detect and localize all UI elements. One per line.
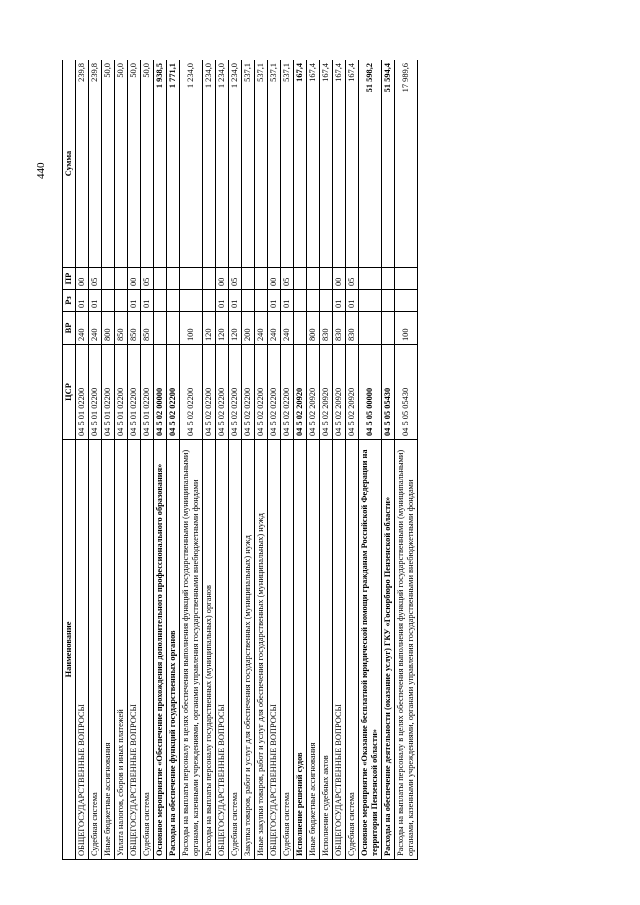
cell-sum: 50,0 <box>141 60 154 268</box>
cell-rz <box>307 290 320 312</box>
header-sum: Сумма <box>63 60 76 268</box>
cell-sum: 51 594,4 <box>382 60 395 268</box>
cell-name: Судебная система <box>141 440 154 860</box>
cell-rz <box>115 290 128 312</box>
cell-pr: 00 <box>76 268 89 290</box>
table-row <box>154 60 167 860</box>
cell-rz <box>203 290 216 312</box>
header-row <box>63 60 76 860</box>
table-row <box>102 60 115 860</box>
table-row <box>294 60 307 860</box>
cell-sum: 1 771,1 <box>167 60 180 268</box>
table-body <box>76 60 418 860</box>
cell-rz: 01 <box>76 290 89 312</box>
cell-rz: 01 <box>141 290 154 312</box>
cell-csr: 04 5 02 00000 <box>154 345 167 440</box>
cell-name: Расходы на обеспечение функций государственных органов <box>167 440 180 860</box>
cell-name: Основное мероприятие «Оказание бесплатной юридической помощи гражданам Российской Федерации на территории Пензенской области» <box>359 440 382 860</box>
cell-csr: 04 5 01 02200 <box>102 345 115 440</box>
cell-vr: 850 <box>115 312 128 345</box>
cell-pr <box>294 268 307 290</box>
cell-pr <box>395 268 418 290</box>
cell-vr: 830 <box>333 312 346 345</box>
cell-csr: 04 5 02 02200 <box>255 345 268 440</box>
cell-rz <box>294 290 307 312</box>
cell-vr: 240 <box>89 312 102 345</box>
cell-pr: 00 <box>268 268 281 290</box>
cell-vr <box>154 312 167 345</box>
cell-name: Иные закупки товаров, работ и услуг для обеспечения государственных (муниципальных) нужд <box>255 440 268 860</box>
cell-vr: 830 <box>320 312 333 345</box>
cell-pr <box>203 268 216 290</box>
cell-sum: 167,4 <box>346 60 359 268</box>
cell-sum: 537,1 <box>281 60 294 268</box>
table-row <box>76 60 89 860</box>
table-row <box>268 60 281 860</box>
table-row <box>128 60 141 860</box>
cell-name: Исполнение судебных актов <box>320 440 333 860</box>
cell-csr: 04 5 01 02200 <box>115 345 128 440</box>
cell-name: ОБЩЕГОСУДАРСТВЕННЫЕ ВОПРОСЫ <box>268 440 281 860</box>
cell-vr: 850 <box>128 312 141 345</box>
cell-rz <box>382 290 395 312</box>
cell-sum: 537,1 <box>268 60 281 268</box>
cell-name: ОБЩЕГОСУДАРСТВЕННЫЕ ВОПРОСЫ <box>216 440 229 860</box>
cell-csr: 04 5 02 02200 <box>216 345 229 440</box>
cell-sum: 1 234,0 <box>203 60 216 268</box>
cell-pr <box>154 268 167 290</box>
cell-csr: 04 5 01 02200 <box>141 345 154 440</box>
cell-csr: 04 5 02 20920 <box>294 345 307 440</box>
cell-csr: 04 5 02 20920 <box>333 345 346 440</box>
cell-pr <box>102 268 115 290</box>
cell-name: Основное мероприятие «Обеспечение прохождения дополнительного профессионального образования» <box>154 440 167 860</box>
cell-pr <box>115 268 128 290</box>
cell-sum: 51 598,2 <box>359 60 382 268</box>
cell-sum: 17 989,6 <box>395 60 418 268</box>
table-row <box>346 60 359 860</box>
cell-vr: 800 <box>102 312 115 345</box>
cell-rz: 01 <box>229 290 242 312</box>
cell-vr: 240 <box>281 312 294 345</box>
table-row <box>115 60 128 860</box>
cell-csr: 04 5 05 00000 <box>359 345 382 440</box>
cell-csr: 04 5 02 20920 <box>346 345 359 440</box>
cell-pr <box>382 268 395 290</box>
cell-rz <box>167 290 180 312</box>
cell-csr: 04 5 02 02200 <box>203 345 216 440</box>
cell-pr <box>180 268 203 290</box>
cell-name: Судебная система <box>281 440 294 860</box>
table-row <box>320 60 333 860</box>
cell-name: Расходы на выплаты персоналу в целях обеспечения выполнения функций государственными (муниципальными) органами, казенными учреждениями, органами управления государственными внебюджетными фондами <box>180 440 203 860</box>
cell-rz <box>320 290 333 312</box>
rotated-page-area <box>62 60 592 860</box>
cell-sum: 167,4 <box>320 60 333 268</box>
cell-rz: 01 <box>89 290 102 312</box>
cell-sum: 1 938,5 <box>154 60 167 268</box>
header-pr: ПР <box>63 268 76 290</box>
cell-csr: 04 5 02 02200 <box>242 345 255 440</box>
header-rz: Рз <box>63 290 76 312</box>
cell-name: ОБЩЕГОСУДАРСТВЕННЫЕ ВОПРОСЫ <box>333 440 346 860</box>
cell-rz: 01 <box>281 290 294 312</box>
cell-csr: 04 5 05 05430 <box>382 345 395 440</box>
table-row <box>242 60 255 860</box>
table-row <box>333 60 346 860</box>
cell-name: Судебная система <box>346 440 359 860</box>
cell-name: Закупка товаров, работ и услуг для обеспечения государственных (муниципальных) нужд <box>242 440 255 860</box>
cell-vr: 120 <box>216 312 229 345</box>
cell-csr: 04 5 01 02200 <box>128 345 141 440</box>
cell-rz: 01 <box>216 290 229 312</box>
cell-name: ОБЩЕГОСУДАРСТВЕННЫЕ ВОПРОСЫ <box>76 440 89 860</box>
cell-vr: 850 <box>141 312 154 345</box>
header-name: Наименование <box>63 440 76 860</box>
table-row <box>180 60 203 860</box>
table-row <box>307 60 320 860</box>
cell-sum: 239,8 <box>89 60 102 268</box>
cell-rz: 01 <box>128 290 141 312</box>
table-row <box>141 60 154 860</box>
cell-name: Судебная система <box>229 440 242 860</box>
cell-rz <box>395 290 418 312</box>
cell-csr: 04 5 02 20920 <box>320 345 333 440</box>
cell-name: Судебная система <box>89 440 102 860</box>
cell-name: Иные бюджетные ассигнования <box>307 440 320 860</box>
table-row <box>203 60 216 860</box>
cell-pr <box>167 268 180 290</box>
cell-sum: 50,0 <box>115 60 128 268</box>
cell-csr: 04 5 01 02200 <box>76 345 89 440</box>
cell-vr: 830 <box>346 312 359 345</box>
header-vr: ВР <box>63 312 76 345</box>
cell-pr <box>307 268 320 290</box>
cell-csr: 04 5 05 05430 <box>395 345 418 440</box>
cell-rz <box>255 290 268 312</box>
cell-rz <box>180 290 203 312</box>
cell-sum: 1 234,0 <box>180 60 203 268</box>
cell-pr <box>255 268 268 290</box>
table-row <box>281 60 294 860</box>
cell-vr: 240 <box>76 312 89 345</box>
cell-sum: 537,1 <box>242 60 255 268</box>
table-row <box>255 60 268 860</box>
table-row <box>167 60 180 860</box>
cell-csr: 04 5 02 02200 <box>268 345 281 440</box>
cell-vr: 120 <box>203 312 216 345</box>
cell-csr: 04 5 02 02200 <box>167 345 180 440</box>
cell-rz: 01 <box>346 290 359 312</box>
cell-sum: 1 234,0 <box>229 60 242 268</box>
cell-vr: 100 <box>395 312 418 345</box>
cell-vr <box>294 312 307 345</box>
rotated-table-container <box>62 60 592 860</box>
cell-pr <box>359 268 382 290</box>
cell-sum: 50,0 <box>102 60 115 268</box>
cell-sum: 1 234,0 <box>216 60 229 268</box>
table-row <box>382 60 395 860</box>
cell-rz <box>102 290 115 312</box>
cell-sum: 167,4 <box>333 60 346 268</box>
cell-vr <box>359 312 382 345</box>
cell-pr: 05 <box>89 268 102 290</box>
table-row <box>359 60 382 860</box>
cell-pr: 05 <box>281 268 294 290</box>
cell-csr: 04 5 02 20920 <box>307 345 320 440</box>
header-csr: ЦСР <box>63 345 76 440</box>
cell-pr <box>320 268 333 290</box>
cell-rz: 01 <box>268 290 281 312</box>
cell-rz <box>359 290 382 312</box>
cell-name: Расходы на обеспечение деятельности (оказание услуг) ГКУ «Госюрбюро Пензенской области» <box>382 440 395 860</box>
cell-sum: 239,8 <box>76 60 89 268</box>
cell-csr: 04 5 01 02200 <box>89 345 102 440</box>
table-row <box>229 60 242 860</box>
cell-vr <box>167 312 180 345</box>
table-row <box>395 60 418 860</box>
cell-vr: 240 <box>268 312 281 345</box>
cell-pr: 00 <box>128 268 141 290</box>
budget-table <box>62 60 418 860</box>
cell-pr: 05 <box>346 268 359 290</box>
cell-sum: 167,4 <box>307 60 320 268</box>
cell-name: Уплата налогов, сборов и иных платежей <box>115 440 128 860</box>
cell-name: Расходы на выплаты персоналу в целях обеспечения выполнения функций государственными (муниципальными) органами, казенными учреждениями, органами управления государственными внебюджетными фондами <box>395 440 418 860</box>
cell-name: Иные бюджетные ассигнования <box>102 440 115 860</box>
cell-sum: 167,4 <box>294 60 307 268</box>
cell-name: ОБЩЕГОСУДАРСТВЕННЫЕ ВОПРОСЫ <box>128 440 141 860</box>
cell-vr: 200 <box>242 312 255 345</box>
cell-csr: 04 5 02 02200 <box>180 345 203 440</box>
cell-vr: 100 <box>180 312 203 345</box>
cell-name: Исполнение решений судов <box>294 440 307 860</box>
cell-pr: 00 <box>333 268 346 290</box>
cell-pr: 00 <box>216 268 229 290</box>
cell-pr <box>242 268 255 290</box>
page-number: 440 <box>35 162 47 179</box>
cell-pr: 05 <box>141 268 154 290</box>
cell-sum: 50,0 <box>128 60 141 268</box>
table-row <box>89 60 102 860</box>
cell-csr: 04 5 02 02200 <box>281 345 294 440</box>
cell-rz <box>242 290 255 312</box>
cell-vr <box>382 312 395 345</box>
table-row <box>216 60 229 860</box>
cell-vr: 120 <box>229 312 242 345</box>
cell-sum: 537,1 <box>255 60 268 268</box>
cell-pr: 05 <box>229 268 242 290</box>
cell-vr: 800 <box>307 312 320 345</box>
cell-csr: 04 5 02 02200 <box>229 345 242 440</box>
cell-name: Расходы на выплаты персоналу государственных (муниципальных) органов <box>203 440 216 860</box>
cell-rz <box>154 290 167 312</box>
cell-vr: 240 <box>255 312 268 345</box>
cell-rz: 01 <box>333 290 346 312</box>
